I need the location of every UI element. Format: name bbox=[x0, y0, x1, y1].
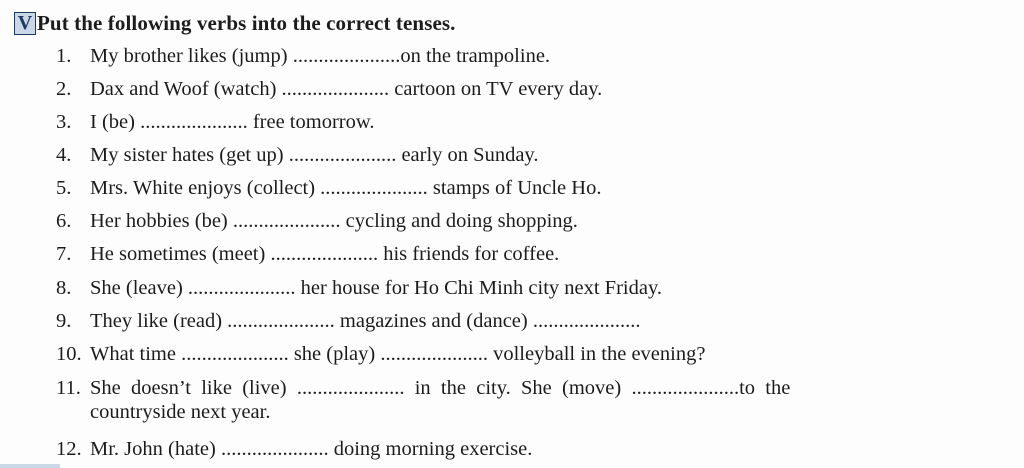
item-text: Mr. John (hate) ..................... doing morning exercise. bbox=[90, 438, 533, 460]
item-number: 3. bbox=[56, 111, 72, 133]
item-number: 9. bbox=[56, 310, 72, 332]
item-number: 8. bbox=[56, 277, 72, 299]
item-text-line-2: countryside next year. bbox=[90, 401, 271, 423]
section-title: Put the following verbs into the correct tenses. bbox=[37, 10, 456, 35]
decorative-bar bbox=[0, 464, 60, 468]
item-text: Dax and Woof (watch) ..................... cartoon on TV every day. bbox=[90, 78, 603, 100]
item-text: My sister hates (get up) ..................... early on Sunday. bbox=[90, 144, 539, 166]
item-text-line-1: She doesn’t like (live) ..................... in the city. She (move) .....................to the bbox=[90, 377, 791, 399]
item-number: 7. bbox=[56, 243, 72, 265]
item-number: 10. bbox=[56, 343, 82, 365]
item-text: They like (read) ..................... magazines and (dance) ..................... bbox=[90, 310, 641, 332]
item-text: He sometimes (meet) ..................... his friends for coffee. bbox=[90, 243, 560, 265]
item-number: 12. bbox=[56, 438, 82, 460]
section-number-badge: V bbox=[14, 12, 36, 35]
item-text bbox=[90, 376, 990, 424]
item-text: Her hobbies (be) ..................... cycling and doing shopping. bbox=[90, 210, 578, 232]
item-text: I (be) ..................... free tomorrow. bbox=[90, 111, 375, 133]
item-number: 5. bbox=[56, 177, 72, 199]
item-number: 6. bbox=[56, 210, 72, 232]
item-text: My brother likes (jump) .....................on the trampoline. bbox=[90, 45, 551, 67]
section-heading bbox=[14, 9, 456, 37]
item-number: 11. bbox=[56, 377, 81, 399]
item-number: 1. bbox=[56, 45, 72, 67]
item-number: 2. bbox=[56, 78, 72, 100]
item-text: What time ..................... she (play) ..................... volleyball in the evening? bbox=[90, 343, 706, 365]
item-text: She (leave) ..................... her house for Ho Chi Minh city next Friday. bbox=[90, 277, 662, 299]
item-number: 4. bbox=[56, 144, 72, 166]
item-text: Mrs. White enjoys (collect) ..................... stamps of Uncle Ho. bbox=[90, 177, 602, 199]
